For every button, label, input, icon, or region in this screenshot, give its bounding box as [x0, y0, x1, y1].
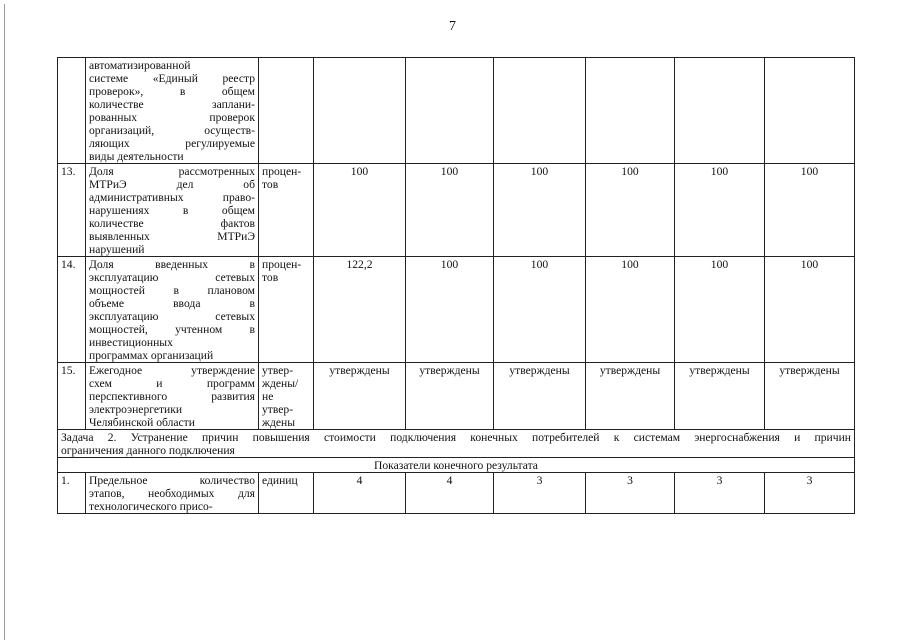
unit-of-measure: [259, 164, 314, 257]
unit-line: утвер-: [262, 403, 294, 416]
description-line: МТРиЭ дел об: [89, 178, 255, 191]
row-number: [58, 58, 86, 164]
value-cell: [314, 58, 406, 164]
description-line: административных право-: [89, 191, 255, 204]
unit-line: процен-: [262, 258, 302, 271]
table-row: [58, 363, 855, 430]
page-number: 7: [449, 19, 456, 34]
unit-of-measure: [259, 473, 314, 514]
unit-line: ждены/: [262, 377, 299, 390]
task-row: [58, 430, 855, 458]
description-line: эксплуатацию сетевых: [89, 271, 255, 284]
description-line: организаций, осуществ-: [89, 124, 255, 137]
value-cell: [586, 58, 675, 164]
description-line: ляющих регулируемые: [89, 137, 255, 150]
value-cell: утверждены: [765, 363, 855, 430]
row-number: 14.: [58, 257, 86, 363]
description-line: Доля рассмотренных: [89, 165, 255, 178]
section-header-row: [58, 458, 855, 473]
value-cell: 100: [314, 164, 406, 257]
description-line: объеме ввода в: [89, 297, 255, 310]
value-cell: 3: [675, 473, 765, 514]
value-cell: утверждены: [675, 363, 765, 430]
value-cell: [675, 58, 765, 164]
description-line: Предельное количество: [89, 474, 255, 487]
description-line: автоматизированной: [89, 59, 191, 72]
description-line: рованных проверок: [89, 111, 255, 124]
row-number: 1.: [58, 473, 86, 514]
table-body-top: [58, 58, 855, 430]
indicator-description: [86, 473, 259, 514]
table-row: [58, 58, 855, 164]
table-body-bottom: [58, 473, 855, 514]
description-line: нарушений: [89, 243, 145, 256]
indicator-description: [86, 58, 259, 164]
description-line: нарушениях в общем: [89, 204, 255, 217]
description-line: проверок», в общем: [89, 85, 255, 98]
value-cell: [406, 58, 494, 164]
description-line: Ежегодное утверждение: [89, 364, 255, 377]
description-line: технологического присо-: [89, 500, 213, 513]
description-line: мощностей, учтенном в: [89, 323, 255, 336]
unit-line: тов: [262, 271, 279, 284]
row-number: 15.: [58, 363, 86, 430]
indicator-description: [86, 257, 259, 363]
row-number: 13.: [58, 164, 86, 257]
task-block: [58, 430, 855, 473]
description-line: этапов, необходимых для: [89, 487, 255, 500]
value-cell: 100: [586, 164, 675, 257]
description-line: мощностей в плановом: [89, 284, 255, 297]
unit-line: утвер-: [262, 364, 294, 377]
table-row: [58, 164, 855, 257]
value-cell: 100: [675, 164, 765, 257]
description-line: Доля введенных в: [89, 258, 255, 271]
value-cell: утверждены: [494, 363, 586, 430]
value-cell: 3: [494, 473, 586, 514]
task-text: [58, 430, 855, 458]
unit-of-measure: [259, 257, 314, 363]
section-header: Показатели конечного результата: [58, 458, 855, 473]
value-cell: 122,2: [314, 257, 406, 363]
table-row: [58, 257, 855, 363]
unit-line: не: [262, 390, 274, 403]
description-line: электроэнергетики: [89, 403, 183, 416]
value-cell: 4: [406, 473, 494, 514]
value-cell: 3: [765, 473, 855, 514]
page-margin-line: [4, 4, 5, 640]
description-line: количестве фактов: [89, 217, 255, 230]
table-row: [58, 473, 855, 514]
value-cell: [494, 58, 586, 164]
value-cell: 100: [494, 257, 586, 363]
description-line: Челябинской области: [89, 416, 195, 429]
value-cell: 3: [586, 473, 675, 514]
unit-line: процен-: [262, 165, 302, 178]
value-cell: 4: [314, 473, 406, 514]
description-line: количестве заплани-: [89, 98, 255, 111]
description-line: программах организаций: [89, 349, 214, 362]
task-line: Задача 2. Устранение причин повышения стоимости подключения конечных потребителей к системам энергоснабжения и причин: [61, 431, 851, 444]
description-line: системе «Единый реестр: [89, 72, 255, 85]
unit-of-measure: [259, 58, 314, 164]
description-line: инвестиционных: [89, 336, 173, 349]
indicators-table: [57, 57, 855, 514]
unit-of-measure: [259, 363, 314, 430]
description-line: эксплуатацию сетевых: [89, 310, 255, 323]
value-cell: 100: [765, 257, 855, 363]
value-cell: 100: [675, 257, 765, 363]
unit-line: тов: [262, 178, 279, 191]
unit-line: ждены: [262, 416, 296, 429]
value-cell: 100: [765, 164, 855, 257]
description-line: виды деятельности: [89, 150, 184, 163]
value-cell: утверждены: [314, 363, 406, 430]
unit-line: единиц: [262, 474, 298, 487]
value-cell: 100: [406, 164, 494, 257]
value-cell: утверждены: [406, 363, 494, 430]
indicator-description: [86, 363, 259, 430]
description-line: выявленных МТРиЭ: [89, 230, 255, 243]
value-cell: 100: [494, 164, 586, 257]
value-cell: 100: [406, 257, 494, 363]
task-line: ограничения данного подключения: [61, 444, 235, 457]
value-cell: 100: [586, 257, 675, 363]
value-cell: [765, 58, 855, 164]
description-line: перспективного развития: [89, 390, 255, 403]
indicator-description: [86, 164, 259, 257]
value-cell: утверждены: [586, 363, 675, 430]
description-line: схем и программ: [89, 377, 255, 390]
